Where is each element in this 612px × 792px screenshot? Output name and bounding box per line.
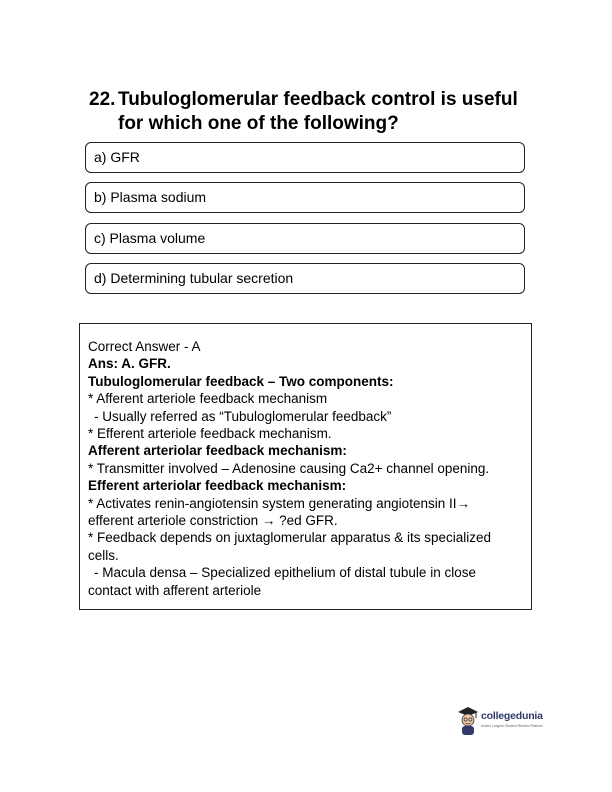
explanation-line: * Afferent arteriole feedback mechanism (88, 391, 328, 407)
explanation-line: contact with afferent arteriole (88, 582, 262, 598)
explanation-line: - Usually referred as “Tubuloglomerular feedback” (94, 408, 392, 424)
explanation-heading: Efferent arteriolar feedback mechanism: (88, 478, 347, 494)
explanation-line: * Transmitter involved – Adenosine causing Ca2+ channel opening. (88, 460, 490, 476)
question-text: Tubuloglomerular feedback control is useful for which one of the following? (118, 89, 518, 134)
explanation-line: cells. (88, 547, 119, 563)
explanation-line: * Activates renin-angiotensin system generating angiotensin II→ (88, 495, 470, 511)
brand-name: collegedunia (481, 710, 543, 722)
option-d[interactable]: d) Determining tubular secretion (85, 263, 525, 294)
answer-explanation-box (79, 323, 532, 610)
brand-tagline: India's Largest Student Review Platform (481, 724, 544, 728)
explanation-line: efferent arteriole constriction → ?ed GFR. (88, 513, 338, 529)
option-c[interactable]: c) Plasma volume (85, 223, 525, 254)
mascot-icon (457, 706, 479, 736)
explanation-heading: Tubuloglomerular feedback – Two components: (88, 373, 394, 389)
explanation-line: * Feedback depends on juxtaglomerular apparatus & its specialized (88, 530, 491, 546)
question-number: 22. (89, 89, 116, 110)
brand-logo (457, 706, 567, 738)
option-a[interactable]: a) GFR (85, 142, 525, 173)
question (89, 88, 529, 136)
explanation-line: * Efferent arteriole feedback mechanism. (88, 426, 332, 442)
answer-line: Ans: A. GFR. (88, 356, 171, 372)
explanation-heading: Afferent arteriolar feedback mechanism: (88, 443, 347, 459)
explanation-line: - Macula densa – Specialized epithelium of distal tubule in close (94, 565, 476, 581)
correct-answer-line: Correct Answer - A (88, 339, 201, 354)
option-b[interactable]: b) Plasma sodium (85, 182, 525, 213)
